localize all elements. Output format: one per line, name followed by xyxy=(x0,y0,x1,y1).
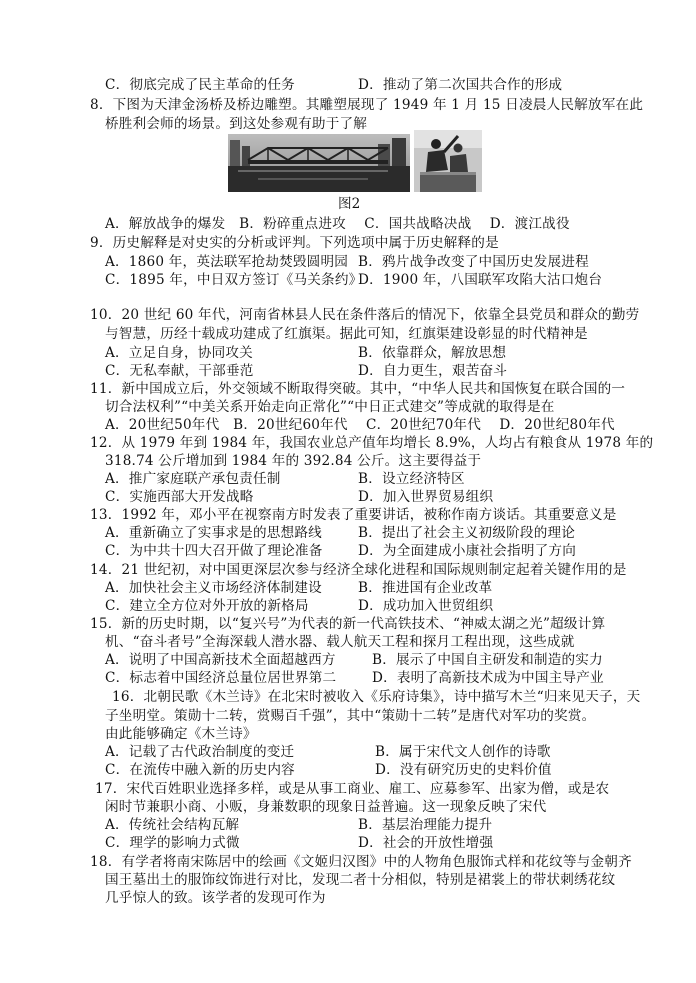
q10-option-d: D．自力更生，艰苦奋斗 xyxy=(358,363,508,379)
q14-option-a: A．加快社会主义市场经济体制建设 xyxy=(105,580,322,596)
q16-stem-line3: 由此能够确定《木兰诗》 xyxy=(105,726,257,742)
q13-option-a: A．重新确立了实事求是的思想路线 xyxy=(105,525,322,541)
q13-option-b: B．提出了社会主义初级阶段的理论 xyxy=(358,525,576,541)
q15-option-b: B．展示了中国自主研发和制造的实力 xyxy=(372,652,603,668)
q10-option-b: B．依靠群众，解放思想 xyxy=(358,345,507,361)
meeting-sculpture-photo xyxy=(414,130,482,192)
q10-stem-line2: 与智慧，历经十载成功建成了红旗渠。据此可知，红旗渠建设彰显的时代精神是 xyxy=(105,326,588,342)
q16-option-b: B．属于宋代文人创作的诗歌 xyxy=(375,744,551,760)
q16-stem-line1: 16．北朝民歌《木兰诗》在北宋时被收入《乐府诗集》，诗中描写木兰“归来见天子，天 xyxy=(112,689,641,705)
q18-stem-line3: 几乎惊人的致。该学者的发现可作为 xyxy=(105,890,326,906)
q8-stem-line2: 桥胜利会师的场景。到这处参观有助于了解 xyxy=(105,116,368,132)
q15-option-c: C．标志着中国经济总量位居世界第二 xyxy=(105,670,337,686)
q12-stem-line1: 12．从 1979 年到 1984 年，我国农业总产值年均增长 8.9%，人均占有粮食从 1978 年的 xyxy=(90,435,654,451)
q7-option-c: C．彻底完成了民主革命的任务 xyxy=(105,77,295,93)
q16-stem-line2: 子坐明堂。策勋十二转，赏赐百千强”，其中“策勋十二转”是唐代对军功的奖赏。 xyxy=(105,708,596,724)
q17-stem-line2: 闲时节兼职小商、小贩，身兼数职的现象日益普遍。这一现象反映了宋代 xyxy=(105,799,547,815)
q12-stem-line2: 318.74 公斤增加到 1984 年的 392.84 公斤。这主要得益于 xyxy=(105,453,482,469)
q11-stem-line2: 切合法权利”“中美关系开始走向正常化”“中日正式建交”等成就的取得是在 xyxy=(105,399,555,415)
q15-stem-line1: 15．新的历史时期，以“复兴号”为代表的新一代高铁技术、“神威太湖之光”超级计算 xyxy=(90,616,606,632)
q8-stem-line1: 8．下图为天津金汤桥及桥边雕塑。其雕塑展现了 1949 年 1 月 15 日凌晨人民解放军在此 xyxy=(90,97,644,113)
q10-option-c: C．无私奉献，干部垂范 xyxy=(105,363,254,379)
q11-options: A．20世纪50年代 B．20世纪60年代 C．20世纪70年代 D．20世纪80年代 xyxy=(105,417,615,433)
q7-option-d: D．推动了第二次国共合作的形成 xyxy=(358,77,563,93)
q14-option-c: C．建立全方位对外开放的新格局 xyxy=(105,598,309,614)
q8-options: A．解放战争的爆发 B．粉碎重点进攻 C．国共战略决战 D．渡江战役 xyxy=(105,216,570,232)
q14-option-d: D．成功加入世贸组织 xyxy=(358,598,494,614)
q16-option-c: C．在流传中融入新的历史内容 xyxy=(105,762,295,778)
q9-option-a: A．1860 年，英法联军抢劫焚毁圆明园 xyxy=(105,254,349,270)
q10-stem-line1: 10．20 世纪 60 年代，河南省林县人民在条件落后的情况下，依靠全县党员和群众的勤劳 xyxy=(90,307,640,323)
q14-option-b: B．推进国有企业改革 xyxy=(358,580,493,596)
q12-option-b: B．设立经济特区 xyxy=(358,471,465,487)
q13-option-d: D．为全面建成小康社会指明了方向 xyxy=(358,543,577,559)
q17-option-c: C．理学的影响力式微 xyxy=(105,835,240,851)
q11-stem-line1: 11．新中国成立后，外交领域不断取得突破。其中，“中华人民共和国恢复在联合国的一 xyxy=(90,381,626,397)
q12-option-a: A．推广家庭联产承包责任制 xyxy=(105,471,281,487)
q17-option-a: A．传统社会结构瓦解 xyxy=(105,817,240,833)
q9-option-d: D．1900 年，八国联军攻陷大沽口炮台 xyxy=(358,272,603,288)
q13-stem: 13．1992 年，邓小平在视察南方时发表了重要讲话，被称作南方谈话。其重要意义是 xyxy=(90,507,617,523)
q14-stem: 14．21 世纪初，对中国更深层次参与经济全球化进程和国际规则制定起着关键作用的是 xyxy=(90,562,627,578)
figure-caption: 图2 xyxy=(338,196,361,212)
q17-option-b: B．基层治理能力提升 xyxy=(358,817,493,833)
q9-option-c: C．1895 年，中日双方签订《马关条约》 xyxy=(105,272,363,288)
q15-option-a: A．说明了中国高新技术全面超越西方 xyxy=(105,652,336,668)
q18-stem-line1: 18．有学者将南宋陈居中的绘画《文姬归汉图》中的人物角色服饰式样和花纹等与金朝齐 xyxy=(90,854,632,870)
q16-option-d: D．没有研究历史的史料价值 xyxy=(375,762,552,778)
q17-stem-line1: 17．宋代百姓职业选择多样，或是从事工商业、雇工、应募参军、出家为僧，或是农 xyxy=(95,781,610,797)
q15-option-d: D．表明了高新技术成为中国主导产业 xyxy=(372,670,604,686)
q12-option-d: D．加入世界贸易组织 xyxy=(358,489,494,505)
q9-stem: 9．历史解释是对史实的分析或评判。下列选项中属于历史解释的是 xyxy=(90,235,499,251)
q16-option-a: A．记载了古代政治制度的变迁 xyxy=(105,744,295,760)
jintang-bridge-photo xyxy=(228,134,410,192)
q12-option-c: C．实施西部大开发战略 xyxy=(105,489,254,505)
q9-option-b: B．鸦片战争改变了中国历史发展进程 xyxy=(358,254,589,270)
q18-stem-line2: 国王墓出土的服饰纹饰进行对比，发现二者十分相似，特别是裙裳上的带状刺绣花纹 xyxy=(105,872,616,888)
q10-option-a: A．立足自身，协同攻关 xyxy=(105,345,253,361)
q15-stem-line2: 机、“奋斗者号”全海深载人潜水器、载人航天工程和探月工程出现，这些成就 xyxy=(105,634,575,650)
q13-option-c: C．为中共十四大召开做了理论准备 xyxy=(105,543,323,559)
q17-option-d: D．社会的开放性增强 xyxy=(358,835,494,851)
